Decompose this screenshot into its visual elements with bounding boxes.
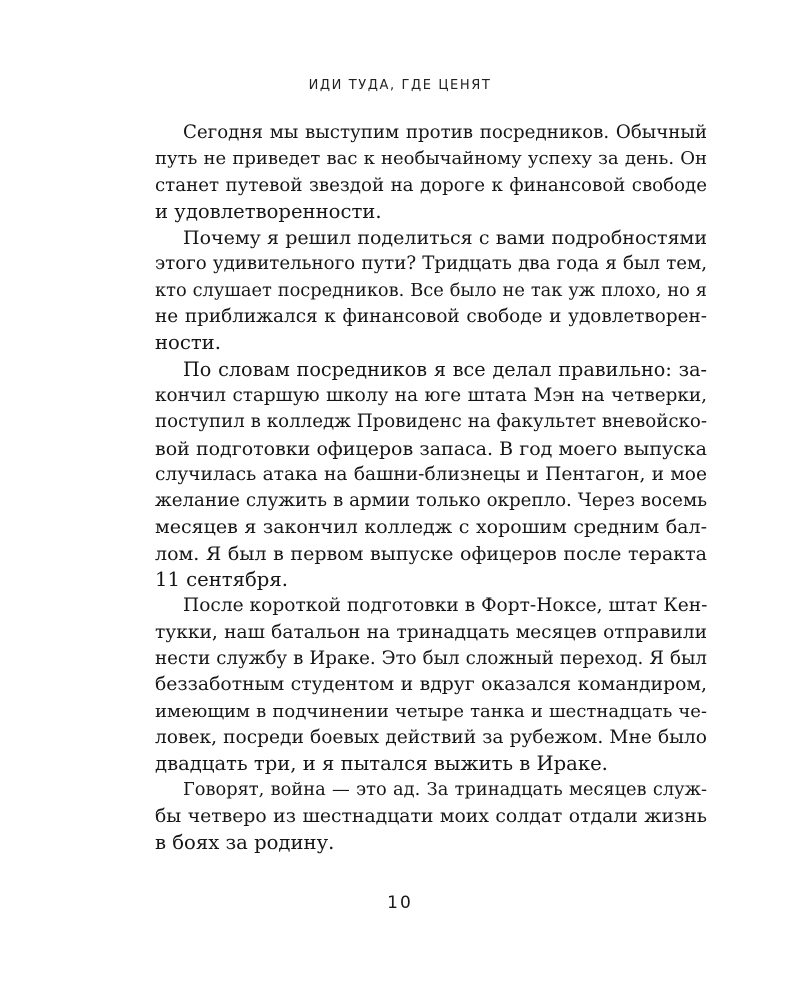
body-text	[155, 120, 707, 856]
text-line: Почему я решил поделиться с вами подробностями	[183, 227, 707, 250]
text-line: ловек, посреди боевых действий за рубежом. Мне было	[155, 726, 707, 748]
text-line: По словам посредников я все делал правильно: за-	[183, 357, 707, 381]
text-line: путь не приведет вас к необычайному успеху за день. Он	[155, 148, 707, 170]
text-line: двадцать три, и я пытался выжить в Ираке.	[155, 752, 608, 776]
text-line: 11 сентября.	[155, 568, 288, 592]
text-line: в боях за родину.	[155, 831, 335, 855]
paragraph	[155, 357, 707, 594]
page-number: 10	[387, 893, 413, 913]
paragraph	[155, 120, 707, 225]
text-line: Сегодня мы выступим против посредников. Обычный	[183, 122, 707, 143]
text-line: бы четверо из шестнадцати моих солдат отдали жизнь	[155, 805, 707, 827]
text-line: лом. Я был в первом выпуске офицеров после теракта	[155, 542, 707, 565]
text-line: вой подготовки офицеров запаса. В год моего выпуска	[155, 437, 707, 460]
text-line: кончил старшую школу на юге штата Мэн на четверки,	[155, 384, 707, 406]
text-line: тукки, наш батальон на тринадцать месяцев отправили	[155, 621, 707, 643]
text-line: имеющим в подчинении четыре танка и шестнадцать че-	[155, 700, 707, 722]
text-line: кто слушает посредников. Все было не так уж плохо, но я	[155, 279, 707, 301]
text-line: ности.	[155, 331, 221, 355]
text-line: станет путевой звездой на дороге к финансовой свободе	[155, 174, 707, 196]
paragraph	[155, 593, 707, 777]
running-header-title: ИДИ ТУДА, ГДЕ ЦЕНЯТ	[308, 78, 492, 93]
text-line: Говорят, война — это ад. За тринадцать месяцев служ-	[183, 779, 707, 801]
text-line: не приближался к финансовой свободе и удовлетворен-	[155, 306, 707, 328]
text-line: и удовлетворенности.	[155, 199, 382, 223]
text-line: желание служить в армии только окрепло. Через восемь	[155, 490, 707, 512]
paragraph	[155, 777, 707, 856]
text-line: случилась атака на башни-близнецы и Пентагон, и мое	[155, 463, 707, 485]
text-line: этого удивительного пути? Тридцать два года я был тем,	[155, 253, 707, 275]
text-line: нести службу в Ираке. Это был сложный переход. Я был	[155, 647, 707, 669]
paragraph	[155, 225, 707, 356]
text-line: месяцев я закончил колледж с хорошим средним бал-	[155, 516, 707, 539]
text-line: После короткой подготовки в Форт-Ноксе, штат Кен-	[183, 595, 708, 617]
text-line: поступил в колледж Провиденс на факультет вневойско-	[155, 411, 707, 433]
text-line: беззаботным студентом и вдруг оказался командиром,	[155, 674, 707, 696]
